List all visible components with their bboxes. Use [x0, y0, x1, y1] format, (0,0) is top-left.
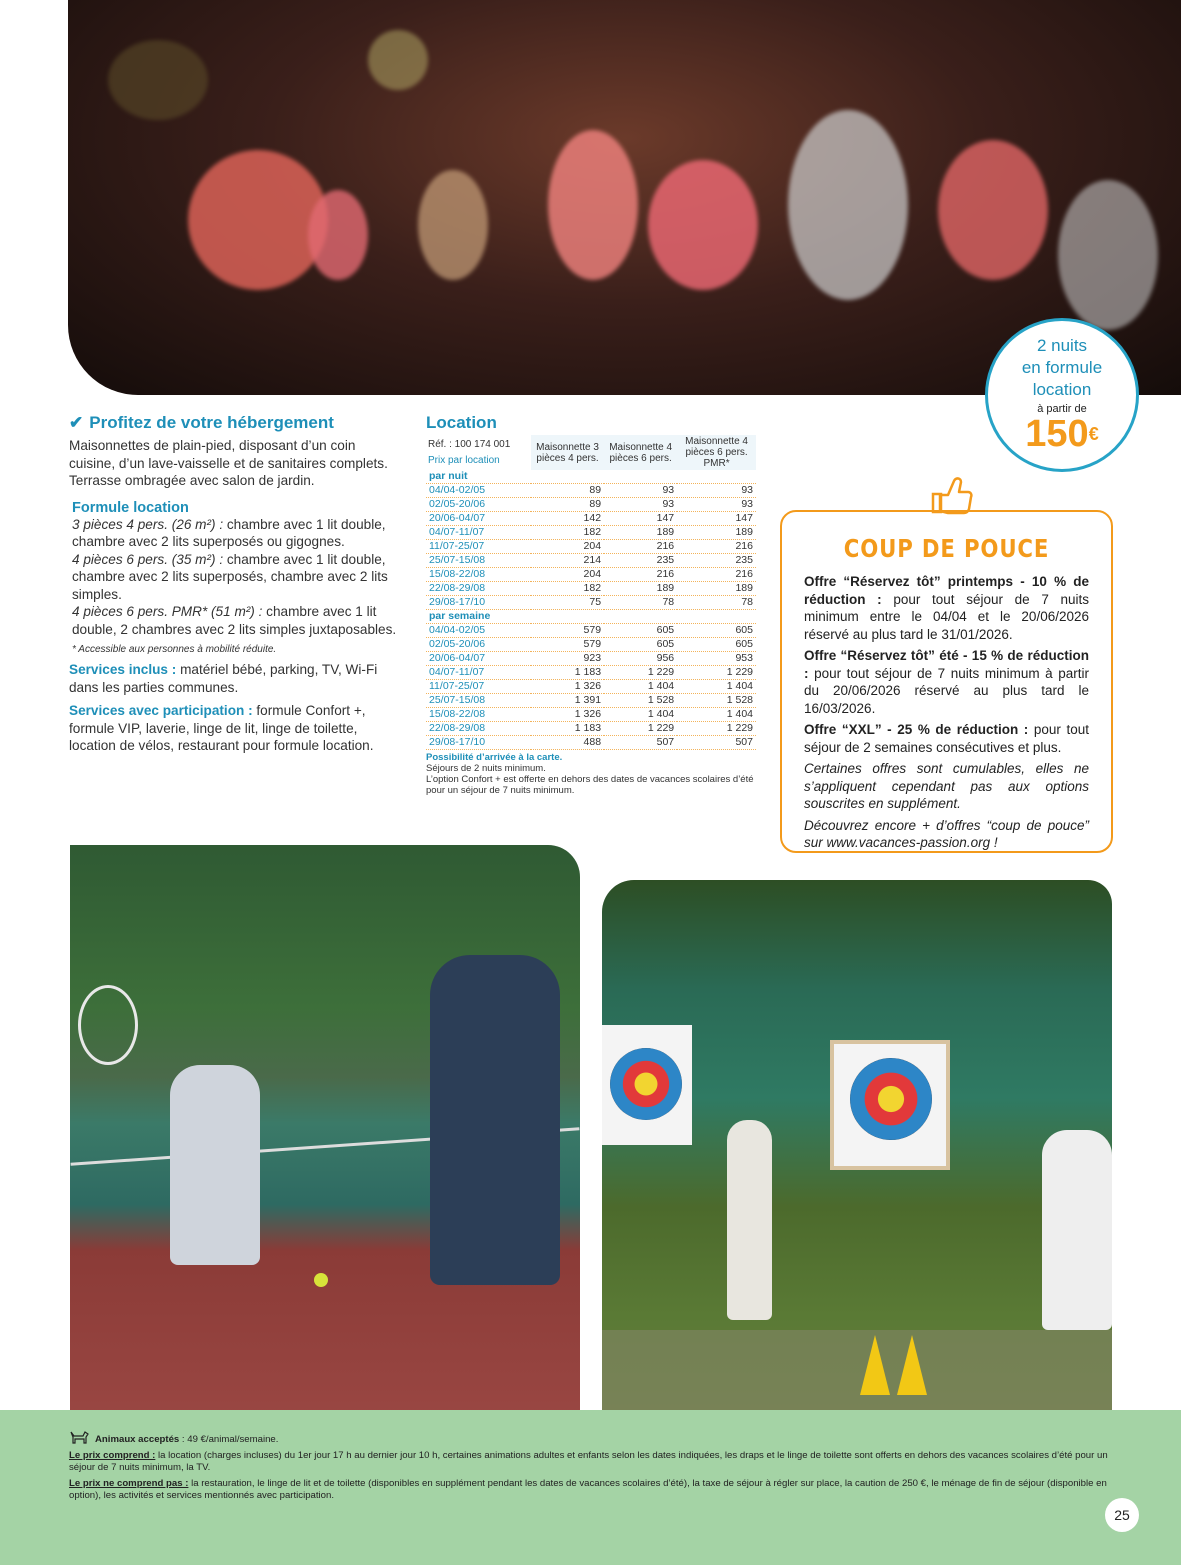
table-cell-price: 142	[531, 512, 604, 526]
location-title: Location	[426, 413, 497, 432]
table-cell-price: 93	[677, 498, 756, 512]
table-cell-price: 1 229	[677, 666, 756, 680]
dog-icon	[69, 1430, 91, 1444]
table-cell-dates: 25/07-15/08	[426, 694, 531, 708]
table-cell-price: 579	[531, 624, 604, 638]
table-col-1: Maisonnette 3 pièces 4 pers.	[531, 435, 604, 470]
table-cell-price: 235	[604, 554, 677, 568]
table-row	[426, 666, 756, 680]
badge-from: à partir de	[1037, 403, 1087, 415]
table-row	[426, 694, 756, 708]
table-row	[426, 484, 756, 498]
table-cell-dates: 15/08-22/08	[426, 568, 531, 582]
table-cell-price: 605	[677, 638, 756, 652]
table-cell-dates: 20/06-04/07	[426, 512, 531, 526]
badge-line2: en formule	[1021, 358, 1103, 377]
table-footnotes: Possibilité d’arrivée à la carte. Séjours de 2 nuits minimum. L’option Confort + est offerte en dehors des dates de vacances scolaires d’été pour un séjour de 7 nuits minimum.	[426, 752, 754, 797]
table-cell-dates: 15/08-22/08	[426, 708, 531, 722]
table-cell-price: 1 183	[531, 666, 604, 680]
table-cell-price: 214	[531, 554, 604, 568]
table-cell-price: 605	[677, 624, 756, 638]
offer-spring: Offre “Réservez tôt” printemps - 10 % de réduction : pour tout séjour de 7 nuits minimum entre le 04/04 et le 20/06/2026 réservé au plus tard le 31/01/2026.	[804, 574, 1090, 642]
table-row	[426, 540, 756, 554]
table-cell-dates: 04/07-11/07	[426, 666, 531, 680]
offer-summer: Offre “Réservez tôt” été - 15 % de réduction : pour tout séjour de 7 nuits minimum à partir du 20/06/2026 réservé au plus tard le 16/03/2026.	[804, 648, 1089, 716]
pmr-note: * Accessible aux personnes à mobilité réduite.	[72, 644, 277, 655]
price-table	[426, 435, 756, 750]
table-cell-price: 507	[604, 736, 677, 750]
table-row	[426, 498, 756, 512]
table-cell-price: 75	[531, 596, 604, 610]
page-number: 25	[1105, 1498, 1139, 1532]
table-col-3: Maisonnette 4 pièces 6 pers. PMR*	[677, 435, 756, 470]
table-section-label: par semaine	[426, 610, 756, 624]
table-section-row	[426, 610, 756, 624]
formule-2: 4 pièces 6 pers. (35 m²) : chambre avec 1 lit double, chambre avec 2 lits superposés, chambre avec 2 lits simples.	[72, 551, 388, 602]
table-cell-price: 1 404	[604, 708, 677, 722]
price-badge	[985, 318, 1139, 472]
table-cell-price: 216	[604, 540, 677, 554]
table-cell-price: 204	[531, 568, 604, 582]
table-cell-dates: 29/08-17/10	[426, 736, 531, 750]
badge-price: 150€	[1025, 413, 1099, 455]
table-cell-price: 1 404	[677, 680, 756, 694]
table-cell-price: 78	[604, 596, 677, 610]
table-cell-price: 216	[677, 568, 756, 582]
section-title: ✔ Profitez de votre hébergement	[69, 413, 334, 432]
table-cell-price: 216	[677, 540, 756, 554]
table-cell-price: 89	[531, 484, 604, 498]
table-cell-price: 1 326	[531, 708, 604, 722]
archery-photo	[602, 880, 1112, 1425]
table-cell-price: 93	[677, 484, 756, 498]
table-cell-price: 147	[604, 512, 677, 526]
table-cell-dates: 22/08-29/08	[426, 582, 531, 596]
table-cell-price: 579	[531, 638, 604, 652]
table-cell-price: 182	[531, 582, 604, 596]
table-cell-price: 89	[531, 498, 604, 512]
table-head-ref: Réf. : 100 174 001 Prix par location	[426, 435, 531, 470]
table-cell-price: 1 229	[604, 722, 677, 736]
price-includes: Le prix comprend : la location (charges incluses) du 1er jour 17 h au dernier jour 10 h, certaines animations adultes et enfants selon les dates indiquées, les draps et le linge de toilette sont offerts en dehors des vacances scolaires d’été pour un séjour de 7 nuits minimum, la TV.	[69, 1450, 1108, 1473]
offer-note: Certaines offres sont cumulables, elles ne s’appliquent cependant pas aux options souscrites en supplément.	[804, 761, 1089, 811]
table-row	[426, 624, 756, 638]
coup-de-pouce-title: COUP DE POUCE	[843, 534, 1050, 563]
badge-line3: location	[1032, 380, 1092, 399]
table-cell-price: 93	[604, 484, 677, 498]
table-row	[426, 554, 756, 568]
table-cell-dates: 04/04-02/05	[426, 624, 531, 638]
price-excludes: Le prix ne comprend pas : la restauration, le linge de lit et de toilette (disponibles en supplément pendant les dates de vacances scolaires d’été), la taxe de séjour à régler sur place, la caution de 250 €, le ménage de fin de séjour (disponible en option), les activités et services mentionnés avec participation.	[69, 1478, 1107, 1501]
intro-text: Maisonnettes de plain-pied, disposant d’un coin cuisine, d’un lave-vaisselle et de sanitaires complets. Terrasse ombragée avec salon de jardin.	[69, 438, 388, 488]
location-prices	[426, 413, 756, 796]
footer-band	[0, 1410, 1181, 1565]
table-cell-price: 78	[677, 596, 756, 610]
table-cell-price: 953	[677, 652, 756, 666]
table-row	[426, 722, 756, 736]
table-cell-price: 1 391	[531, 694, 604, 708]
services-included: Services inclus : matériel bébé, parking, TV, Wi-Fi dans les parties communes.	[69, 662, 378, 695]
table-cell-price: 182	[531, 526, 604, 540]
table-row	[426, 652, 756, 666]
table-cell-dates: 02/05-20/06	[426, 498, 531, 512]
table-cell-price: 605	[604, 624, 677, 638]
table-row	[426, 736, 756, 750]
coup-de-pouce-box	[780, 510, 1113, 853]
table-cell-dates: 20/06-04/07	[426, 652, 531, 666]
accommodation-section	[69, 413, 399, 755]
table-cell-price: 235	[677, 554, 756, 568]
table-cell-price: 189	[677, 526, 756, 540]
table-cell-dates: 04/07-11/07	[426, 526, 531, 540]
tennis-photo	[70, 845, 580, 1425]
table-row	[426, 680, 756, 694]
table-cell-price: 1 404	[677, 708, 756, 722]
formule-3: 4 pièces 6 pers. PMR* (51 m²) : chambre avec 1 lit double, 2 chambres avec 2 lits simples juxtaposables.	[72, 604, 397, 637]
table-row	[426, 568, 756, 582]
pets-info: Animaux acceptés : 49 €/animal/semaine.	[69, 1430, 1119, 1446]
badge-line1: 2 nuits	[1036, 336, 1088, 355]
table-cell-price: 1 229	[677, 722, 756, 736]
table-cell-price: 488	[531, 736, 604, 750]
table-cell-price: 147	[677, 512, 756, 526]
table-cell-price: 1 326	[531, 680, 604, 694]
table-cell-price: 1 528	[677, 694, 756, 708]
table-cell-price: 216	[604, 568, 677, 582]
table-cell-price: 1 528	[604, 694, 677, 708]
table-cell-price: 956	[604, 652, 677, 666]
table-section-label: par nuit	[426, 470, 756, 484]
table-cell-dates: 29/08-17/10	[426, 596, 531, 610]
check-icon: ✔	[69, 413, 84, 432]
table-cell-dates: 11/07-25/07	[426, 540, 531, 554]
offer-website: Découvrez encore + d’offres “coup de pouce” sur www.vacances-passion.org !	[804, 817, 1089, 850]
table-cell-price: 189	[604, 582, 677, 596]
table-cell-dates: 02/05-20/06	[426, 638, 531, 652]
table-row	[426, 526, 756, 540]
table-cell-price: 204	[531, 540, 604, 554]
table-row	[426, 512, 756, 526]
table-cell-price: 1 229	[604, 666, 677, 680]
table-cell-dates: 04/04-02/05	[426, 484, 531, 498]
table-cell-price: 1 183	[531, 722, 604, 736]
table-section-row	[426, 470, 756, 484]
table-row	[426, 638, 756, 652]
services-participation: Services avec participation : formule Confort +, formule VIP, laverie, linge de lit, linge de toilette, location de vélos, restaurant pour formule location.	[69, 703, 374, 753]
footer-text	[69, 1430, 1119, 1506]
table-cell-price: 1 404	[604, 680, 677, 694]
table-cell-dates: 22/08-29/08	[426, 722, 531, 736]
table-cell-dates: 25/07-15/08	[426, 554, 531, 568]
table-row	[426, 708, 756, 722]
table-cell-price: 507	[677, 736, 756, 750]
table-cell-price: 189	[677, 582, 756, 596]
table-cell-price: 93	[604, 498, 677, 512]
table-cell-price: 189	[604, 526, 677, 540]
table-row	[426, 596, 756, 610]
formule-title: Formule location	[72, 499, 189, 516]
table-row	[426, 582, 756, 596]
table-col-2: Maisonnette 4 pièces 6 pers.	[604, 435, 677, 470]
offer-xxl: Offre “XXL” - 25 % de réduction : pour tout séjour de 2 semaines consécutives et plus.	[804, 722, 1090, 755]
table-cell-price: 605	[604, 638, 677, 652]
table-cell-dates: 11/07-25/07	[426, 680, 531, 694]
formule-1: 3 pièces 4 pers. (26 m²) : chambre avec 1 lit double, chambre avec 2 lits superposés ou gigognes.	[72, 516, 386, 549]
table-cell-price: 923	[531, 652, 604, 666]
